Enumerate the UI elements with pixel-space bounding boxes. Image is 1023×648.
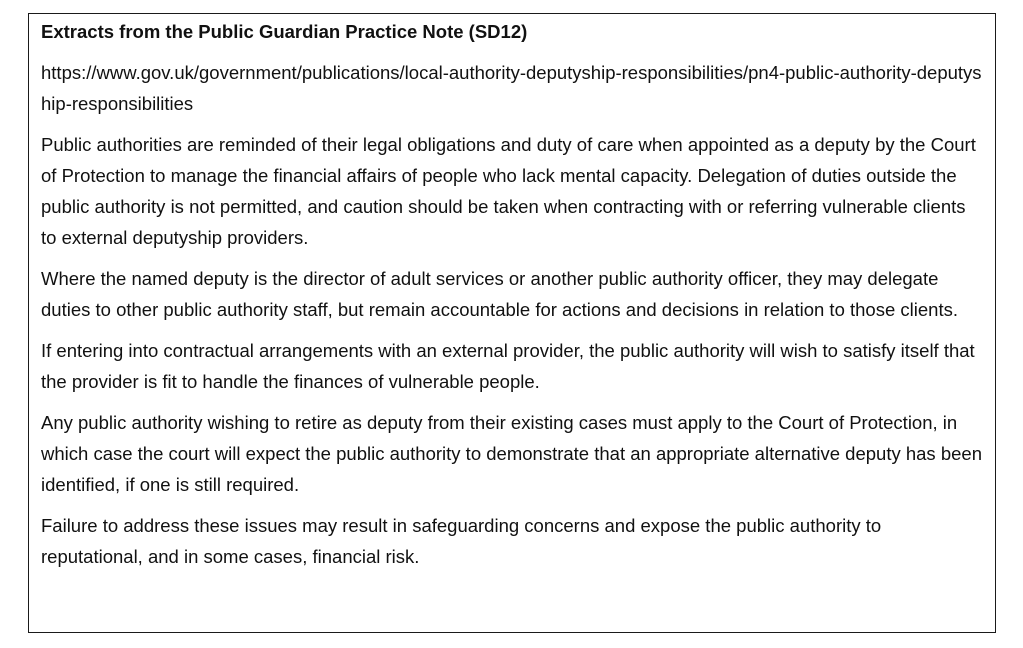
paragraph-retire-as-deputy: Any public authority wishing to retire as deputy from their existing cases must apply to the Court of Protection, in which case the court will expect the public authority to demonstrate that an appropriate alternative deputy has been identified, if one is still required. (41, 412, 982, 495)
paragraph-failure-risk: Failure to address these issues may result in safeguarding concerns and expose the public authority to reputational, and in some cases, financial risk. (41, 515, 882, 567)
document-title: Extracts from the Public Guardian Practice Note (SD12) (41, 21, 528, 42)
paragraph-named-deputy: Where the named deputy is the director of adult services or another public authority officer, they may delegate duties to other public authority staff, but remain accountable for actions and decisions in relation to those clients. (41, 268, 958, 320)
practice-note-extract-box (28, 13, 996, 633)
source-url: https://www.gov.uk/government/publications/local-authority-deputyship-responsibilities/pn4-public-authority-deputyship-responsibilities (41, 62, 982, 114)
paragraph-legal-obligations: Public authorities are reminded of their legal obligations and duty of care when appointed as a deputy by the Court of Protection to manage the financial affairs of people who lack mental capacity. Delegation of duties outside the public authority is not permitted, and caution should be taken when contracting with or referring vulnerable clients to external deputyship providers. (41, 134, 976, 248)
paragraph-contractual-arrangements: If entering into contractual arrangements with an external provider, the public authority will wish to satisfy itself that the provider is fit to handle the finances of vulnerable people. (41, 340, 975, 392)
